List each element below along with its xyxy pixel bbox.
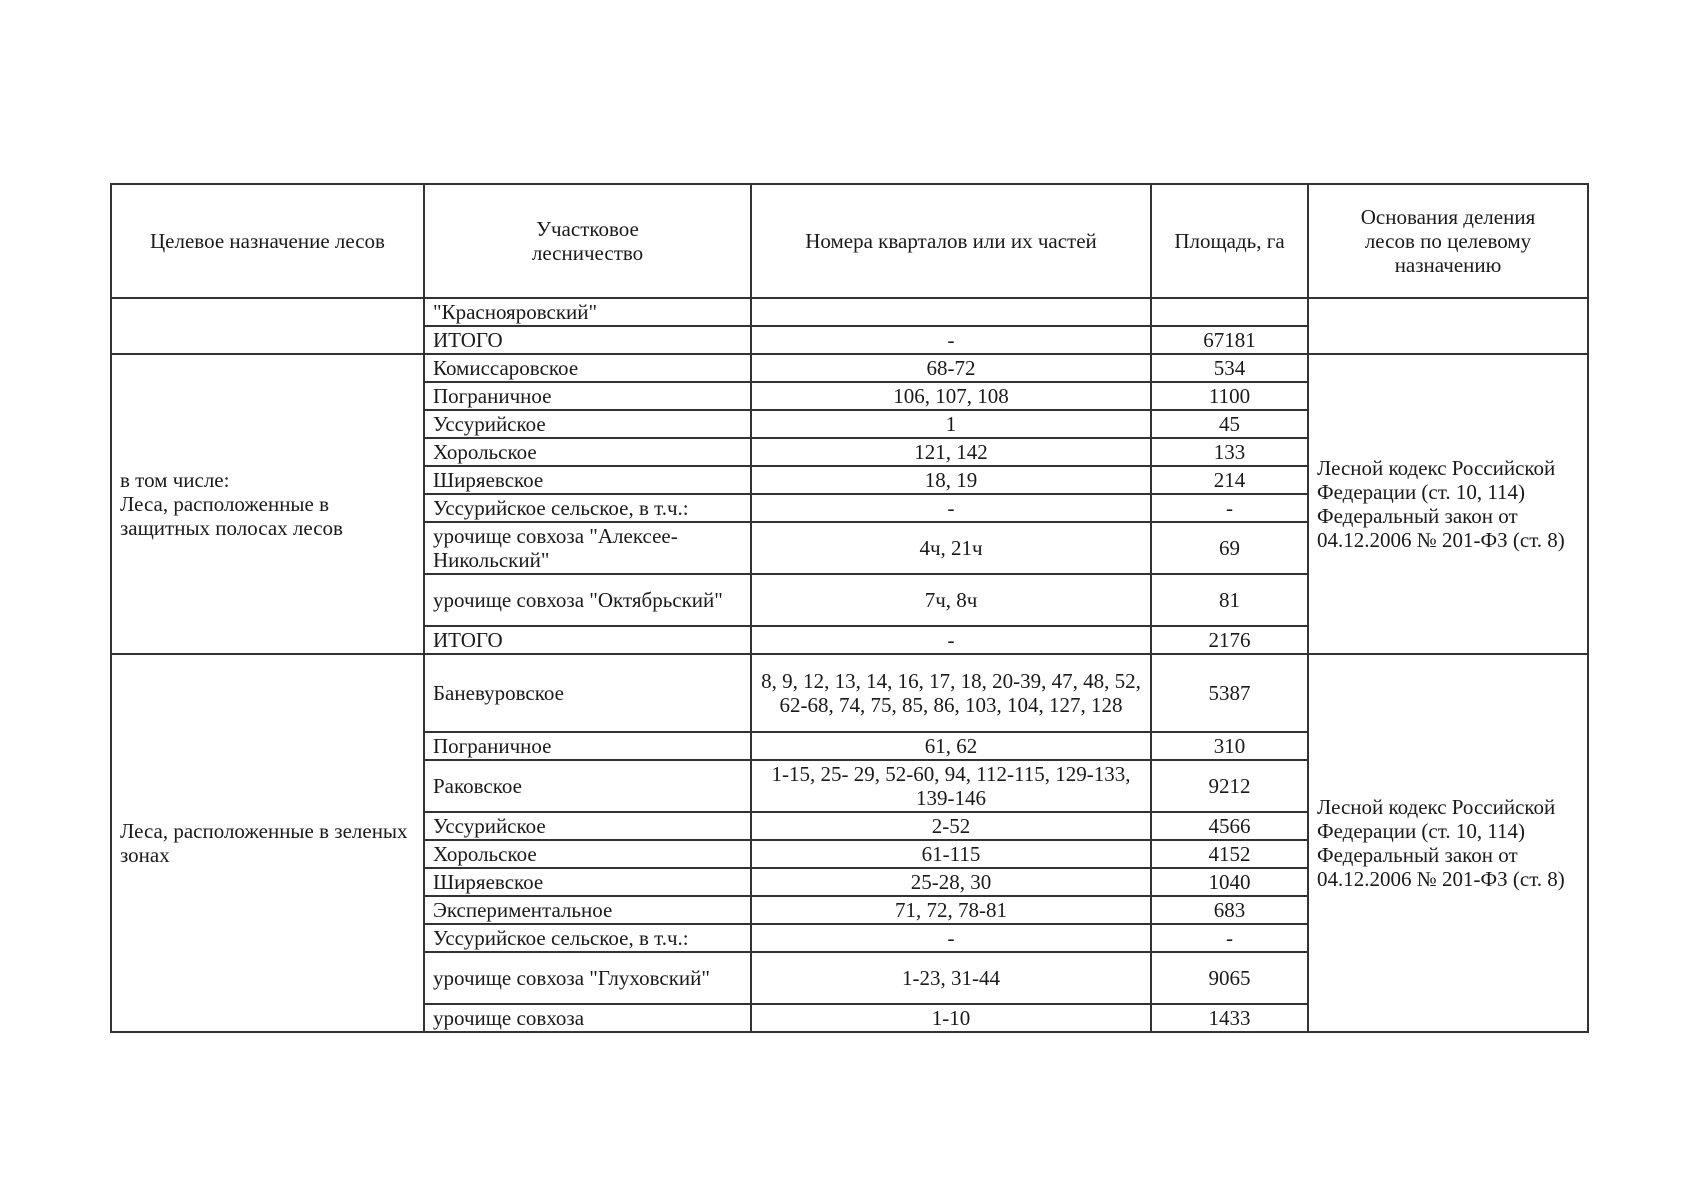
quarters-cell: 1 bbox=[751, 410, 1151, 438]
area-cell: 5387 bbox=[1151, 654, 1308, 732]
quarters-cell bbox=[751, 298, 1151, 326]
forest-purpose-table bbox=[110, 183, 1589, 1033]
quarters-cell: 25-28, 30 bbox=[751, 868, 1151, 896]
area-cell: 69 bbox=[1151, 522, 1308, 574]
area-cell: 4566 bbox=[1151, 812, 1308, 840]
district-cell: Ширяевское bbox=[424, 868, 751, 896]
basis-cell-empty bbox=[1308, 298, 1588, 354]
district-cell: Ширяевское bbox=[424, 466, 751, 494]
district-cell: урочище совхоза "Алексее-Никольский" bbox=[424, 522, 751, 574]
quarters-cell: 121, 142 bbox=[751, 438, 1151, 466]
area-cell bbox=[1151, 298, 1308, 326]
header-basis: Основания деления лесов по целевому назначению bbox=[1308, 184, 1588, 298]
quarters-cell: 61-115 bbox=[751, 840, 1151, 868]
district-cell: Уссурийское bbox=[424, 812, 751, 840]
table-body bbox=[111, 298, 1588, 1032]
quarters-cell: 2-52 bbox=[751, 812, 1151, 840]
area-cell: 310 bbox=[1151, 732, 1308, 760]
area-cell: 9212 bbox=[1151, 760, 1308, 812]
district-cell: Пограничное bbox=[424, 382, 751, 410]
district-cell: Хорольское bbox=[424, 438, 751, 466]
area-cell: 4152 bbox=[1151, 840, 1308, 868]
header-area: Площадь, га bbox=[1151, 184, 1308, 298]
quarters-cell: 1-10 bbox=[751, 1004, 1151, 1032]
basis-cell: Лесной кодекс Российской Федерации (ст. 10, 114) Федеральный закон от 04.12.2006 № 201-ФЗ (ст. 8) bbox=[1308, 654, 1588, 1032]
area-cell: 81 bbox=[1151, 574, 1308, 626]
itogo-label: ИТОГО bbox=[424, 326, 751, 354]
header-quarters: Номера кварталов или их частей bbox=[751, 184, 1151, 298]
quarters-cell: - bbox=[751, 626, 1151, 654]
quarters-cell: 106, 107, 108 bbox=[751, 382, 1151, 410]
area-cell: 45 bbox=[1151, 410, 1308, 438]
area-cell: 133 bbox=[1151, 438, 1308, 466]
area-cell: - bbox=[1151, 924, 1308, 952]
district-cell: Комиссаровское bbox=[424, 354, 751, 382]
quarters-cell: 1-23, 31-44 bbox=[751, 952, 1151, 1004]
district-cell: "Краснояровский" bbox=[424, 298, 751, 326]
table-row bbox=[111, 654, 1588, 732]
quarters-cell: 8, 9, 12, 13, 14, 16, 17, 18, 20-39, 47, 48, 52, 62-68, 74, 75, 85, 86, 103, 104, 127, 128 bbox=[751, 654, 1151, 732]
table-row bbox=[111, 354, 1588, 382]
district-cell: Хорольское bbox=[424, 840, 751, 868]
quarters-cell: 1-15, 25- 29, 52-60, 94, 112-115, 129-133, 139-146 bbox=[751, 760, 1151, 812]
area-cell: 9065 bbox=[1151, 952, 1308, 1004]
area-cell: - bbox=[1151, 494, 1308, 522]
quarters-cell: 61, 62 bbox=[751, 732, 1151, 760]
quarters-cell: - bbox=[751, 326, 1151, 354]
quarters-cell: 71, 72, 78-81 bbox=[751, 896, 1151, 924]
area-cell: 1100 bbox=[1151, 382, 1308, 410]
purpose-cell: в том числе: Леса, расположенные в защитных полосах лесов bbox=[111, 354, 424, 654]
district-cell: Раковское bbox=[424, 760, 751, 812]
area-cell: 1040 bbox=[1151, 868, 1308, 896]
district-cell: Уссурийское сельское, в т.ч.: bbox=[424, 494, 751, 522]
area-cell: 534 bbox=[1151, 354, 1308, 382]
itogo-label: ИТОГО bbox=[424, 626, 751, 654]
quarters-cell: - bbox=[751, 924, 1151, 952]
district-cell: Уссурийское сельское, в т.ч.: bbox=[424, 924, 751, 952]
area-cell: 1433 bbox=[1151, 1004, 1308, 1032]
district-cell: урочище совхоза bbox=[424, 1004, 751, 1032]
quarters-cell: 68-72 bbox=[751, 354, 1151, 382]
quarters-cell: 4ч, 21ч bbox=[751, 522, 1151, 574]
quarters-cell: - bbox=[751, 494, 1151, 522]
district-cell: Уссурийское bbox=[424, 410, 751, 438]
area-cell: 2176 bbox=[1151, 626, 1308, 654]
area-cell: 683 bbox=[1151, 896, 1308, 924]
basis-cell: Лесной кодекс Российской Федерации (ст. 10, 114) Федеральный закон от 04.12.2006 № 201-ФЗ (ст. 8) bbox=[1308, 354, 1588, 654]
header-purpose: Целевое назначение лесов bbox=[111, 184, 424, 298]
district-cell: Баневуровское bbox=[424, 654, 751, 732]
district-cell: Экспериментальное bbox=[424, 896, 751, 924]
purpose-cell-empty bbox=[111, 298, 424, 354]
area-cell: 67181 bbox=[1151, 326, 1308, 354]
purpose-cell: Леса, расположенные в зеленых зонах bbox=[111, 654, 424, 1032]
quarters-cell: 18, 19 bbox=[751, 466, 1151, 494]
quarters-cell: 7ч, 8ч bbox=[751, 574, 1151, 626]
district-cell: Пограничное bbox=[424, 732, 751, 760]
table-row bbox=[111, 298, 1588, 326]
area-cell: 214 bbox=[1151, 466, 1308, 494]
district-cell: урочище совхоза "Глуховский" bbox=[424, 952, 751, 1004]
header-district: Участковое лесничество bbox=[424, 184, 751, 298]
district-cell: урочище совхоза "Октябрьский" bbox=[424, 574, 751, 626]
header-row bbox=[111, 184, 1588, 298]
